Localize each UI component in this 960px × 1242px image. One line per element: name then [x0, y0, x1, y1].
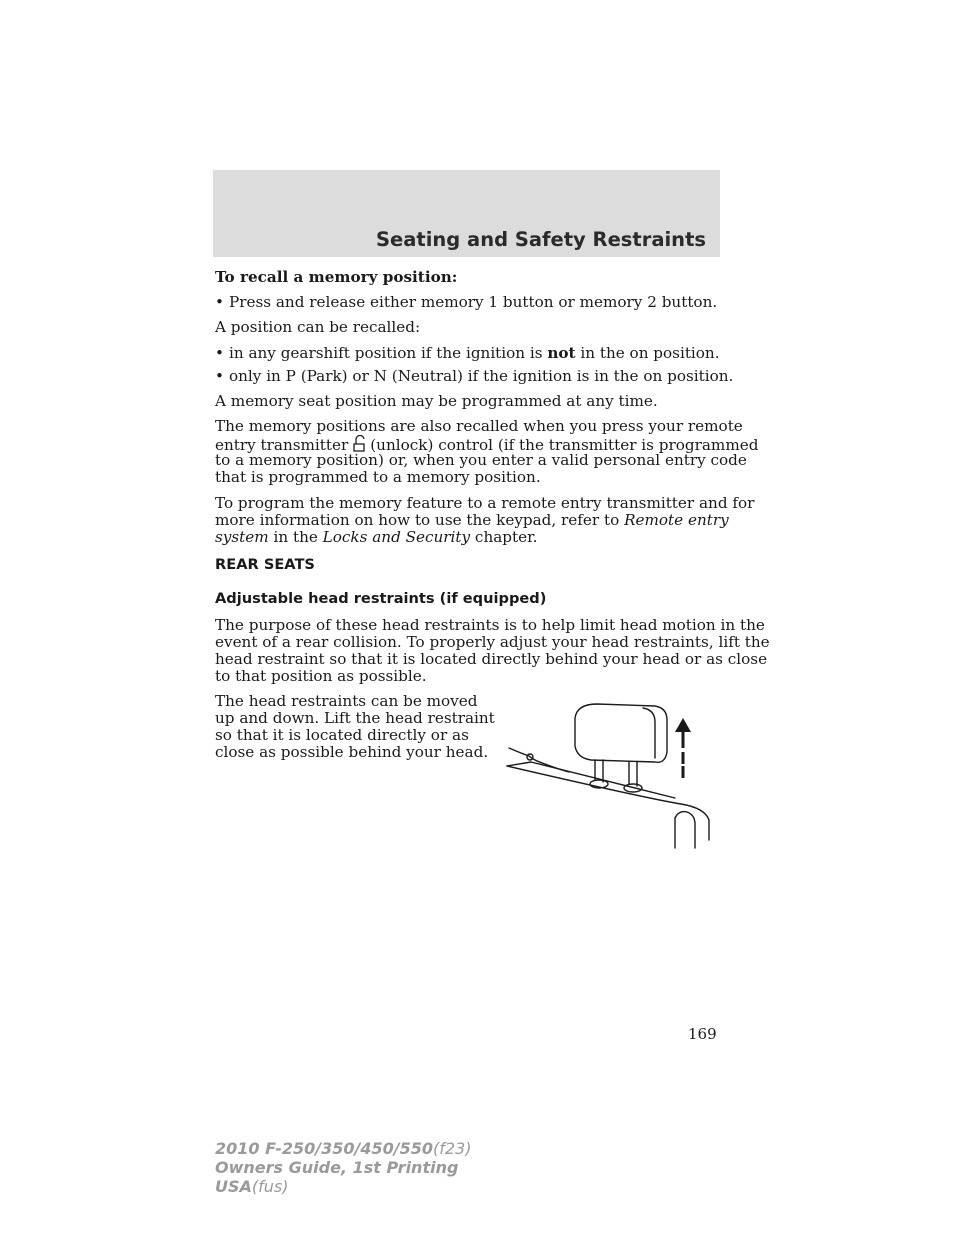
condition-bullet-1: • in any gearshift position if the ignition is not in the on position.: [215, 344, 720, 362]
recall-bullet: • Press and release either memory 1 button or memory 2 button.: [215, 293, 718, 311]
footer-line-1: 2010 F-250/350/450/550(f23): [215, 1139, 472, 1158]
purpose-line-2: event of a rear collision. To properly adjust your head restraints, lift the: [215, 633, 770, 651]
document-footer: [215, 1139, 471, 1196]
remote-line-2: entry transmitter (unlock) control (if the transmitter is programmed: [215, 436, 759, 454]
footer-line-2: Owners Guide, 1st Printing: [215, 1158, 459, 1177]
remote-line-1: The memory positions are also recalled when you press your remote: [215, 417, 743, 435]
rear-seats-heading: REAR SEATS: [215, 556, 315, 573]
bullet-icon: •: [215, 293, 224, 311]
program-line-2: more information on how to use the keypad, refer to Remote entry: [215, 511, 729, 529]
purpose-line-4: to that position as possible.: [215, 667, 427, 685]
can-recall-text: A position can be recalled:: [215, 318, 421, 336]
moved-line-1: The head restraints can be moved: [215, 692, 478, 710]
page-number: 169: [688, 1025, 717, 1043]
remote-line-3: to a memory position) or, when you enter a valid personal entry code: [215, 451, 747, 469]
any-time-text: A memory seat position may be programmed at any time.: [215, 392, 658, 410]
moved-line-3: so that it is located directly or as: [215, 726, 469, 744]
purpose-line-3: head restraint so that it is located directly behind your head or as close: [215, 650, 768, 668]
bullet-icon: •: [215, 344, 224, 362]
remote-entry-link: Remote entry: [624, 511, 729, 529]
unlock-icon: [348, 435, 370, 452]
section-title: Seating and Safety Restraints: [375, 228, 706, 251]
moved-line-2: up and down. Lift the head restraint: [215, 709, 495, 727]
program-line-1: To program the memory feature to a remote entry transmitter and for: [215, 494, 755, 512]
moved-line-4: close as possible behind your head.: [215, 743, 489, 761]
condition-bullet-2: • only in P (Park) or N (Neutral) if the ignition is in the on position.: [215, 367, 734, 385]
remote-line-4: that is programmed to a memory position.: [215, 468, 541, 486]
footer-line-3: USA(fus): [215, 1177, 289, 1196]
locks-security-ref: Locks and Security: [322, 528, 471, 546]
purpose-line-1: The purpose of these head restraints is to help limit head motion in the: [215, 616, 765, 634]
recall-heading: To recall a memory position:: [215, 268, 458, 286]
adjustable-head-restraints-heading: Adjustable head restraints (if equipped): [215, 590, 547, 607]
bullet-icon: •: [215, 367, 224, 385]
section-header: [213, 170, 720, 257]
program-line-3: system in the Locks and Security chapter.: [215, 528, 538, 546]
head-restraint-illustration: [505, 700, 720, 850]
